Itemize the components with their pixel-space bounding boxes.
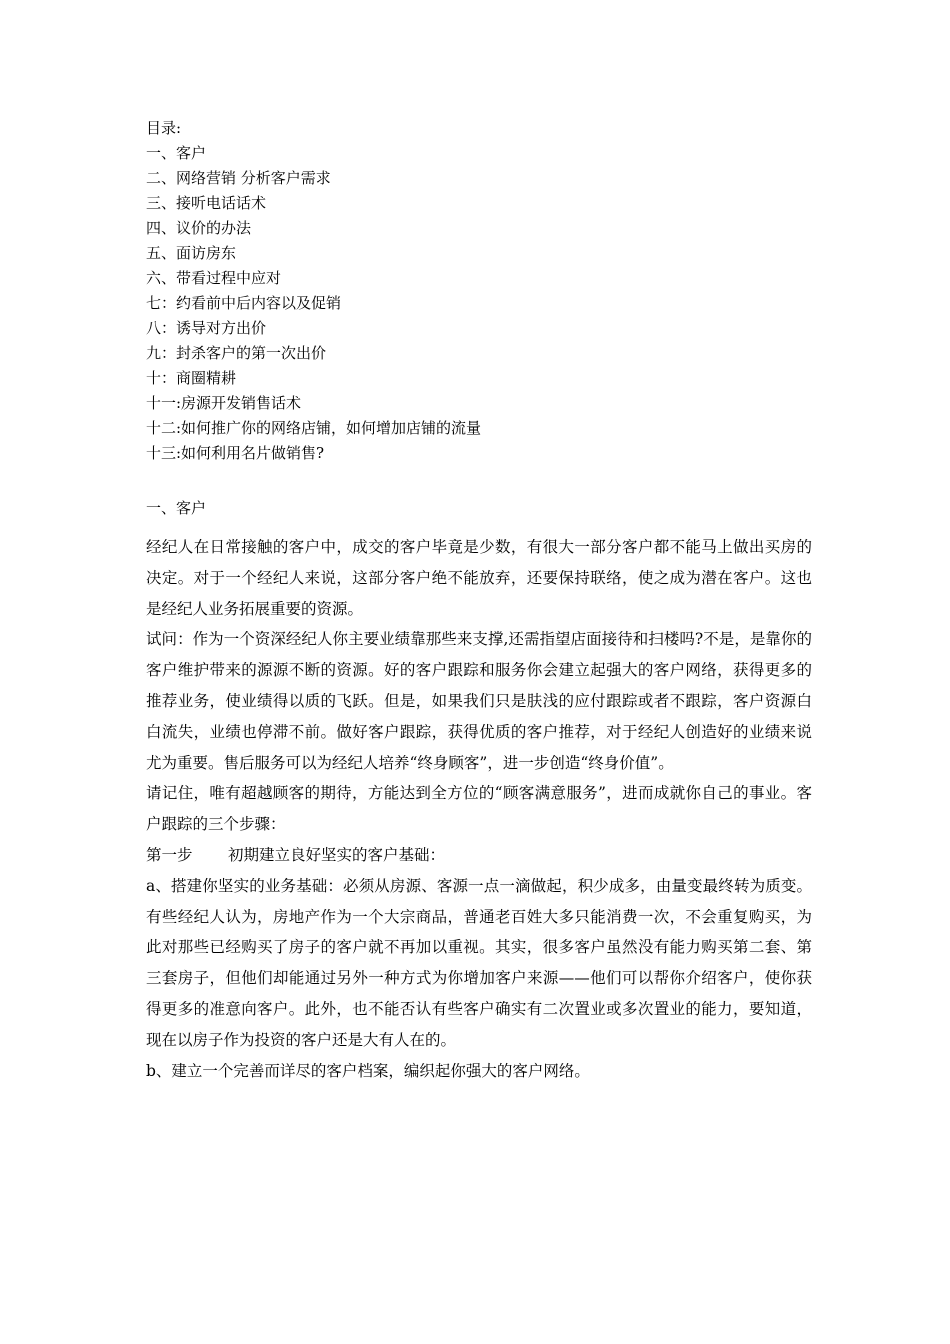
step-label: 第一步 <box>146 845 193 864</box>
toc-item-8: 八：诱导对方出价 <box>146 319 267 337</box>
toc-item-9: 九：封杀客户的第一次出价 <box>146 344 327 362</box>
section-heading: 一、客户 <box>146 499 207 517</box>
paragraph-question: 试问：作为一个资深经纪人你主要业绩靠那些来支撑,还需指望店面接待和扫楼吗?不是，是靠你的客户维护带来的源源不断的资源。好的客户跟踪和服务你会建立起强大的客户网络，获得更多的推荐业务，使业绩得以质的飞跃。但是，如果我们只是肤浅的应付跟踪或者不跟踪，客户资源白白流失，业绩也停滞不前。做好客户跟踪，获得优质的客户推荐，对于经纪人创造好的业绩来说尤为重要。售后服务可以为经纪人培养“终身顾客”，进一步创造“终身价值”。 <box>146 630 812 772</box>
toc-item-4: 四、议价的办法 <box>146 219 252 237</box>
toc-title: 目录: <box>146 119 182 137</box>
paragraph-remember: 请记住，唯有超越顾客的期待，方能达到全方位的“顾客满意服务”，进而成就你自己的事业。客户跟踪的三个步骤： <box>146 784 812 834</box>
paragraph-a: a、搭建你坚实的业务基础：必须从房源、客源一点一滴做起，积少成多，由量变最终转为质变。有些经纪人认为，房地产作为一个大宗商品，普通老百姓大多只能消费一次，不会重复购买，为此对那些已经购买了房子的客户就不再加以重视。其实，很多客户虽然没有能力购买第二套、第三套房子，但他们却能通过另外一种方式为你增加客户来源——他们可以帮你介绍客户，使你获得更多的准意向客户。此外，也不能否认有些客户确实有二次置业或多次置业的能力，要知道，现在以房子作为投资的客户还是大有人在的。 <box>146 876 812 1049</box>
toc-item-3: 三、接听电话话术 <box>146 194 267 212</box>
step-text: 初期建立良好坚实的客户基础： <box>228 845 446 864</box>
step-one-line <box>146 840 812 871</box>
toc-item-7: 七：约看前中后内容以及促销 <box>146 294 342 312</box>
toc-item-1: 一、客户 <box>146 144 207 162</box>
paragraph-b: b、建立一个完善而详尽的客户档案，编织起你强大的客户网络。 <box>146 1061 590 1080</box>
toc-item-6: 六、带看过程中应对 <box>146 269 282 287</box>
toc-item-10: 十：商圈精耕 <box>146 369 237 387</box>
toc-item-2: 二、网络营销 分析客户需求 <box>146 169 331 187</box>
toc-item-13: 十三:如何利用名片做销售? <box>146 444 325 462</box>
toc-item-11: 十一:房源开发销售话术 <box>146 394 302 412</box>
section-body <box>146 532 812 1086</box>
toc-item-5: 五、面访房东 <box>146 244 237 262</box>
paragraph-intro: 经纪人在日常接触的客户中，成交的客户毕竟是少数，有很大一部分客户都不能马上做出买房的决定。对于一个经纪人来说，这部分客户绝不能放弃，还要保持联络，使之成为潜在客户。这也是经纪人业务拓展重要的资源。 <box>146 538 812 618</box>
table-of-contents <box>146 116 826 466</box>
toc-item-12: 十二:如何推广你的网络店铺，如何增加店铺的流量 <box>146 419 482 437</box>
